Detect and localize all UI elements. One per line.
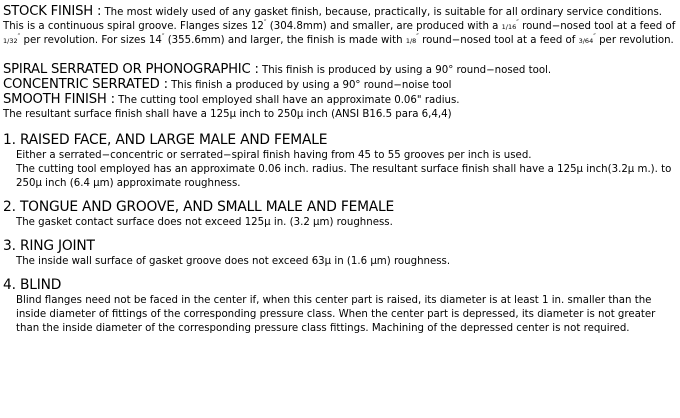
smooth-finish-heading: SMOOTH FINISH :: [3, 92, 115, 107]
smooth-finish-paragraph: SMOOTH FINISH : The cutting tool employed shall have an approximate 0.06" radius.: [3, 92, 460, 107]
concentric-serrated-heading: CONCENTRIC SERRATED :: [3, 77, 168, 92]
spiral-serrated-paragraph: SPIRAL SERRATED OR PHONOGRAPHIC : This finish is produced by using a 90° round−nosed tool.: [3, 62, 552, 77]
spacer: [3, 122, 677, 132]
section-heading: 2. TONGUE AND GROOVE, AND SMALL MALE AND FEMALE: [3, 199, 395, 215]
section-heading: 4. BLIND: [3, 277, 62, 293]
section-text: The cutting tool employed has an approximate 0.06 inch. radius. The resultant surface finish shall have a 125μ inch(3.2μ m.). to 250μ inch (6.4 μm) approximate roughness.: [16, 164, 672, 189]
section-text: The gasket contact surface does not exceed 125μ in. (3.2 μm) roughness.: [16, 217, 393, 228]
spacer: [3, 230, 677, 238]
smooth-finish-line2: The resultant surface finish shall have a 125μ inch to 250μ inch (ANSI B16.5 para 6,4,4): [3, 109, 452, 120]
document-page: [3, 5, 677, 336]
section-text: Either a serrated−concentric or serrated−spiral finish having from 45 to 55 grooves per inch is used.: [16, 150, 532, 161]
section-heading: 3. RING JOINT: [3, 238, 95, 254]
spacer: [3, 48, 677, 63]
stock-finish-paragraph: STOCK FINISH : The most widely used of any gasket finish, because, practically, is suitable for all ordinary service conditions. This is a continuous spiral groove. Flanges sizes 12″ (304.8mm) and smaller, are produced with a 1/16″ round−nosed tool at a feed of 1/32″ per revolution. For sizes 14″ (355.6mm) and larger, the finish is made with 1/8″ round−nosed tool at a feed of 3/64″ per revolution.: [3, 4, 676, 46]
stock-finish-heading: STOCK FINISH :: [3, 4, 102, 19]
spacer: [3, 269, 677, 277]
section-text: The inside wall surface of gasket groove does not exceed 63μ in (1.6 μm) roughness.: [16, 256, 451, 267]
spacer: [3, 191, 677, 199]
spiral-serrated-heading: SPIRAL SERRATED OR PHONOGRAPHIC :: [3, 62, 259, 77]
section-heading: 1. RAISED FACE, AND LARGE MALE AND FEMALE: [3, 132, 328, 148]
section-text: Blind flanges need not be faced in the center if, when this center part is raised, its diameter is at least 1 in. smaller than the inside diameter of fittings of the corresponding pressure class. When the center part is depressed, its diameter is not greater than the inside diameter of the corresponding pressure class fittings. Machining of the depressed center is not required.: [16, 295, 656, 334]
concentric-serrated-paragraph: CONCENTRIC SERRATED : This finish a produced by using a 90° round−noise tool: [3, 77, 452, 92]
